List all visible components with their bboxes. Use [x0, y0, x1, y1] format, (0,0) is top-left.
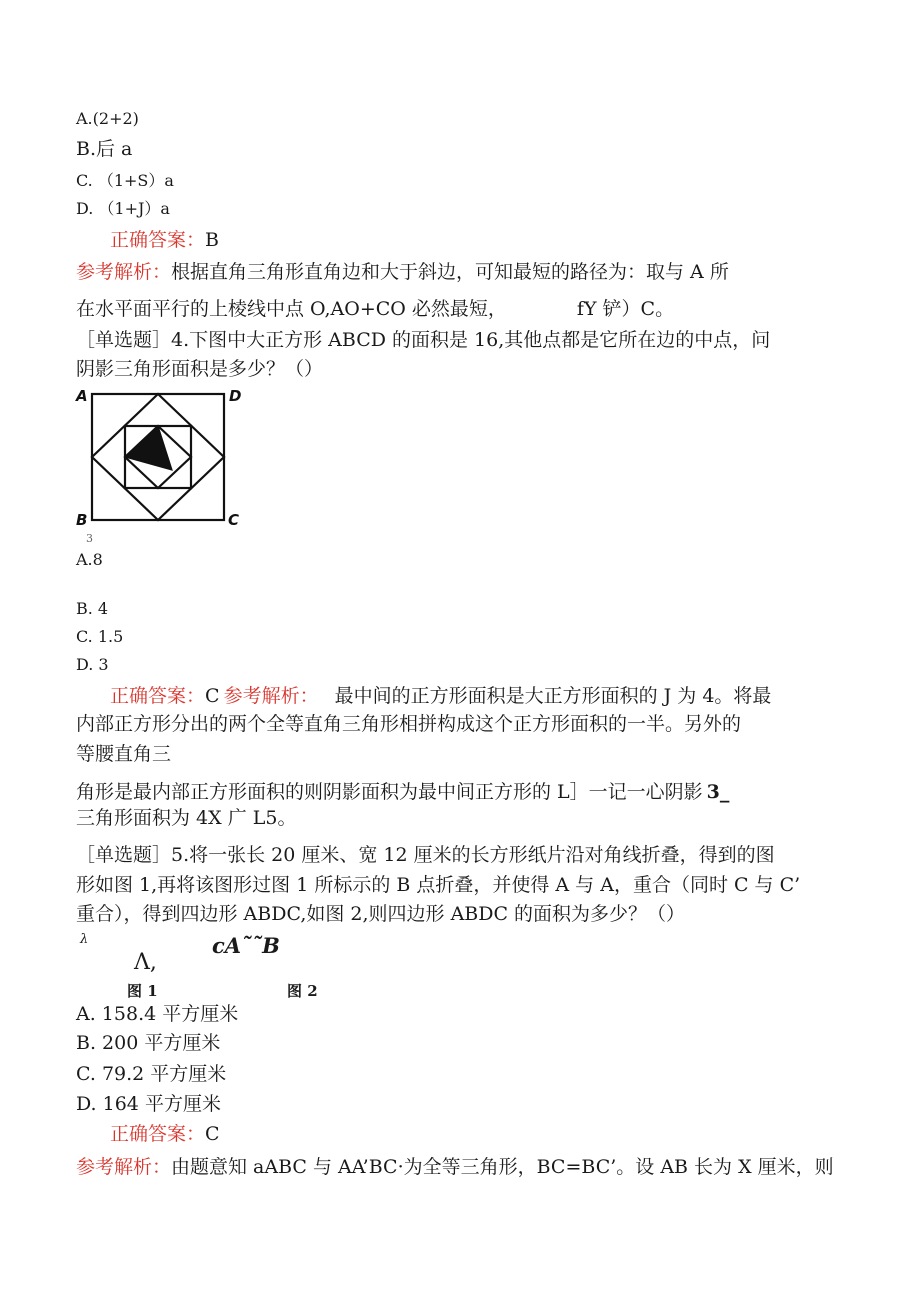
q4-option-d: D. 3	[76, 655, 109, 674]
q3-option-b: B.后 a	[76, 138, 133, 160]
figure-glyph-left: λ	[80, 932, 89, 947]
answer-value: C	[205, 1123, 220, 1145]
nested-squares-diagram	[74, 384, 246, 544]
q5-stem-line1: ［单选题］5.将一张长 20 厘米、宽 12 厘米的长方形纸片沿对角线折叠，得到的图	[76, 844, 775, 866]
label-b: B	[76, 511, 88, 529]
q4-answer: 正确答案：C 参考解析： 最中间的正方形面积是大正方形面积的 J 为 4。将最	[110, 685, 772, 707]
explain-label: 参考解析：	[223, 685, 319, 707]
q4-stem-line1: ［单选题］4.下图中大正方形 ABCD 的面积是 16,其他点都是它所在边的中点，问	[76, 329, 771, 351]
label-c: C	[228, 511, 240, 529]
figure-glyph-mid: Λ,	[134, 950, 157, 975]
label-a: A	[76, 387, 88, 405]
q3-option-a: A.(2+2)	[76, 109, 139, 128]
q5-answer	[110, 1121, 220, 1147]
q3-option-d: D. （1+J）a	[76, 199, 170, 218]
q5-explanation-line1: 参考解析：由题意知 aABC 与 AA’BC·为全等三角形，BC=BC’。设 AB 长为 X 厘米，则	[76, 1156, 834, 1178]
q5-option-b: B. 200 平方厘米	[76, 1032, 221, 1054]
answer-value: B	[205, 229, 219, 251]
q4-explanation-line4: 角形是最内部正方形面积的则阴影面积为最中间正方形的 L］一记一心阴影 3_	[76, 781, 730, 803]
answer-label: 正确答案：	[110, 1123, 206, 1145]
label-d: D	[229, 387, 242, 405]
q3-option-c: C. （1+S）a	[76, 171, 174, 190]
answer-label: 正确答案：	[110, 229, 206, 251]
q4-explanation-line5: 三角形面积为 4X 广 L5。	[76, 807, 297, 829]
q4-option-b: B. 4	[76, 599, 109, 618]
q4-option-c: C. 1.5	[76, 627, 124, 646]
q5-option-a: A. 158.4 平方厘米	[76, 1003, 239, 1025]
label-under: 3	[86, 532, 93, 544]
figure-glyph-right: cA˜˜B	[212, 933, 280, 958]
answer-label: 正确答案：	[110, 685, 206, 707]
answer-value: C	[205, 685, 220, 707]
q4-option-a: A.8	[76, 550, 103, 569]
q5-option-c: C. 79.2 平方厘米	[76, 1063, 227, 1085]
q5-option-d: D. 164 平方厘米	[76, 1093, 221, 1115]
explain-label: 参考解析：	[76, 261, 172, 283]
q3-explanation-line1: 参考解析：根据直角三角形直角边和大于斜边，可知最短的路径为：取与 A 所	[76, 261, 729, 283]
q3-answer	[110, 227, 219, 253]
q4-square-figure	[74, 384, 246, 544]
q4-stem-line2: 阴影三角形面积是多少？（）	[76, 358, 324, 380]
q4-explanation-line2: 内部正方形分出的两个全等直角三角形相拼构成这个正方形面积的一半。另外的	[76, 713, 742, 735]
q5-stem-line2: 形如图 1,再将该图形过图 1 所标示的 B 点折叠，并使得 A 与 A，重合（同时 C 与 C’	[76, 874, 801, 896]
q4-explanation-line3: 等腰直角三	[76, 743, 172, 765]
q3-explanation-line2: 在水平面平行的上棱线中点 O,AO+CO 必然最短， fY 铲）C。	[76, 298, 675, 320]
figure-2-caption: 图 2	[287, 982, 318, 1000]
q5-stem-line3: 重合），得到四边形 ABDC,如图 2,则四边形 ABDC 的面积为多少？（）	[76, 903, 686, 925]
explain-label: 参考解析：	[76, 1156, 172, 1178]
figure-1-caption: 图 1	[127, 982, 158, 1000]
